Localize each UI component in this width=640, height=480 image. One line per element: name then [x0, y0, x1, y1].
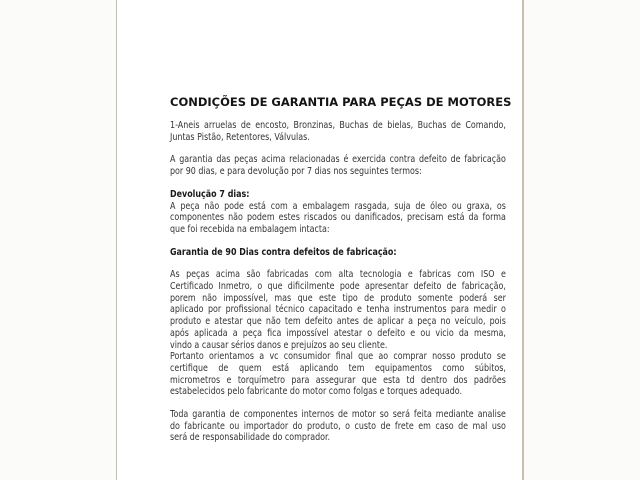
text-line: Garantia de 90 Dias contra defeitos de fabricação: [170, 246, 397, 258]
text-line: que foi recebida na embalagem intacta: [170, 223, 330, 235]
text-line: A garantia das peças acima relacionadas é exercida contra defeito de fabricação [170, 154, 506, 166]
text-line: As peças acima são fabricadas com alta tecnologia e fabricas com ISO e [170, 269, 506, 281]
document-text-column [170, 95, 512, 444]
text-line: aplicado por profissional técnico capacitado e tenha instrumentos para medir o [170, 304, 506, 316]
text-line: componentes não podem estes riscados ou danificados, precisam está da forma [170, 212, 506, 224]
text-line: será de responsabilidade do comprador. [170, 432, 331, 444]
paragraph [170, 120, 506, 143]
document-title: CONDIÇÕES DE GARANTIA PARA PEÇAS DE MOTORES [170, 95, 512, 109]
text-line: Toda garantia de componentes internos de motor so será feita mediante analise [170, 409, 506, 421]
text-line: Certificado Inmetro, o que dificilmente pode apresentar defeito de fabricação, [170, 281, 506, 293]
text-line: vindo a causar sérios danos e prejuízos ao seu cliente. [170, 339, 388, 351]
text-line: após aplicada a peça fica impossível atestar o defeito e ou vicio da mesma, [170, 327, 506, 339]
text-line: Devolução 7 dias: [170, 188, 250, 200]
document-body [170, 120, 506, 444]
paragraph [170, 201, 506, 236]
document-page [116, 0, 524, 480]
text-line: certifique de quem está aplicando tem equipamentos como súbitos, [170, 362, 506, 374]
text-line: A peça não pode está com a embalagem rasgada, suja de óleo ou graxa, os [170, 200, 506, 212]
section-heading [170, 189, 506, 201]
paragraph [170, 409, 506, 444]
text-line: Portanto orientamos a vc consumidor final que ao comprar nosso produto se [170, 351, 506, 363]
text-line: estabelecidos pelo fabricante do motor como folgas e torques adequado. [170, 386, 463, 398]
section-heading [170, 247, 506, 259]
paragraph [170, 154, 506, 177]
text-line: produto e atestar que não tem defeito antes de aplicar a peça no veículo, pois [170, 316, 506, 328]
text-line: porem não impossível, mas que este tipo de produto somente poderá ser [170, 292, 506, 304]
text-line: por 90 dias, e para devolução por 7 dias nos seguintes termos: [170, 166, 422, 178]
text-line: micrometros e torquímetro para assegurar que esta td dentro dos padrões [170, 374, 506, 386]
text-line: Juntas Pistão, Retentores, Válvulas. [170, 131, 310, 143]
paragraph [170, 269, 506, 351]
text-line: 1-Aneis arruelas de encosto, Bronzinas, Buchas de bielas, Buchas de Comando, [170, 120, 506, 131]
text-line: do fabricante ou importador do produto, o custo de frete em caso de mal uso [170, 420, 506, 432]
paragraph [170, 351, 506, 398]
